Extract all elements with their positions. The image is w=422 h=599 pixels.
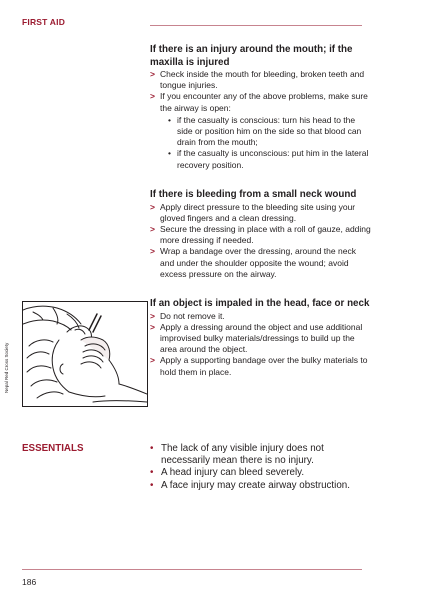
bullet-icon: • (168, 114, 171, 125)
list-item-text: Apply a supporting bandage over the bulky materials to hold them in place. (160, 355, 368, 377)
section-impaled-object (150, 298, 372, 378)
sub-list-item-text: if the casualty is conscious: turn his head to the side or position him on the side so that blood can drain from the mouth; (177, 114, 362, 148)
sub-list (160, 115, 372, 171)
arrow-marker-icon: > (150, 223, 155, 234)
instruction-list (150, 311, 372, 378)
bullet-icon: • (150, 443, 154, 454)
bullet-icon: • (150, 479, 154, 491)
arrow-marker-icon: > (150, 246, 155, 257)
section-heading: If there is bleeding from a small neck wound (150, 189, 357, 200)
bullet-icon: • (150, 467, 154, 479)
sub-list-item (160, 148, 372, 170)
list-item-text: Apply direct pressure to the bleeding site using your gloved fingers and a clean dressing. (160, 201, 356, 223)
list-item (150, 355, 372, 377)
list-item-text: Wrap a bandage over the dressing, around the neck and under the shoulder opposite the wound; avoid excess pressure on the airway. (160, 246, 356, 279)
list-item-text: Secure the dressing in place with a roll of gauze, adding more dressing if needed. (160, 223, 371, 246)
list-item-text: If you encounter any of the above problems, make sure the airway is open: (160, 91, 368, 113)
sub-list-item (160, 115, 372, 149)
essentials-item (150, 480, 375, 492)
header-rule (150, 25, 362, 26)
section-heading: If there is an injury around the mouth; if the maxilla is injured (150, 44, 353, 68)
section-mouth-injury (150, 44, 372, 171)
essentials-label: ESSENTIALS (22, 443, 84, 454)
list-item-text: Do not remove it. (160, 310, 225, 321)
running-header: FIRST AID (22, 17, 66, 27)
list-item (150, 69, 372, 91)
casualty-head-bandage-icon (23, 302, 147, 406)
list-item-text: Check inside the mouth for bleeding, broken teeth and tongue injuries. (160, 69, 365, 91)
essentials-item-text: The lack of any visible injury does not necessarily mean there is no injury. (161, 443, 324, 467)
arrow-marker-icon: > (150, 201, 155, 212)
sub-list-item-text: if the casualty is unconscious: put him in the lateral recovery position. (177, 148, 369, 170)
arrow-marker-icon: > (150, 355, 155, 366)
section-neck-wound (150, 189, 372, 280)
list-item (150, 311, 372, 322)
list-item (150, 224, 372, 246)
essentials-item (150, 443, 375, 467)
arrow-marker-icon: > (150, 310, 155, 321)
photo-credit: Nepal Red Cross Society (4, 342, 9, 393)
essentials-list (150, 443, 375, 492)
page-number: 186 (22, 577, 37, 587)
list-item-text: Apply a dressing around the object and use additional improvised bulky materials/dressings to build up the area around the object. (160, 321, 363, 355)
impaled-object-illustration (22, 301, 148, 407)
essentials-item-text: A face injury may create airway obstruction. (161, 479, 350, 491)
arrow-marker-icon: > (150, 69, 155, 79)
list-item (150, 322, 372, 356)
section-heading: If an object is impaled in the head, face or neck (150, 298, 370, 309)
bullet-icon: • (168, 148, 171, 159)
list-item (150, 91, 372, 170)
arrow-marker-icon: > (150, 321, 155, 332)
arrow-marker-icon: > (150, 91, 155, 102)
list-item (150, 246, 372, 280)
instruction-list (150, 69, 372, 171)
essentials-item (150, 467, 375, 479)
essentials-item-text: A head injury can bleed severely. (161, 467, 305, 479)
list-item (150, 202, 372, 224)
footer-rule (22, 569, 362, 570)
instruction-list (150, 202, 372, 280)
